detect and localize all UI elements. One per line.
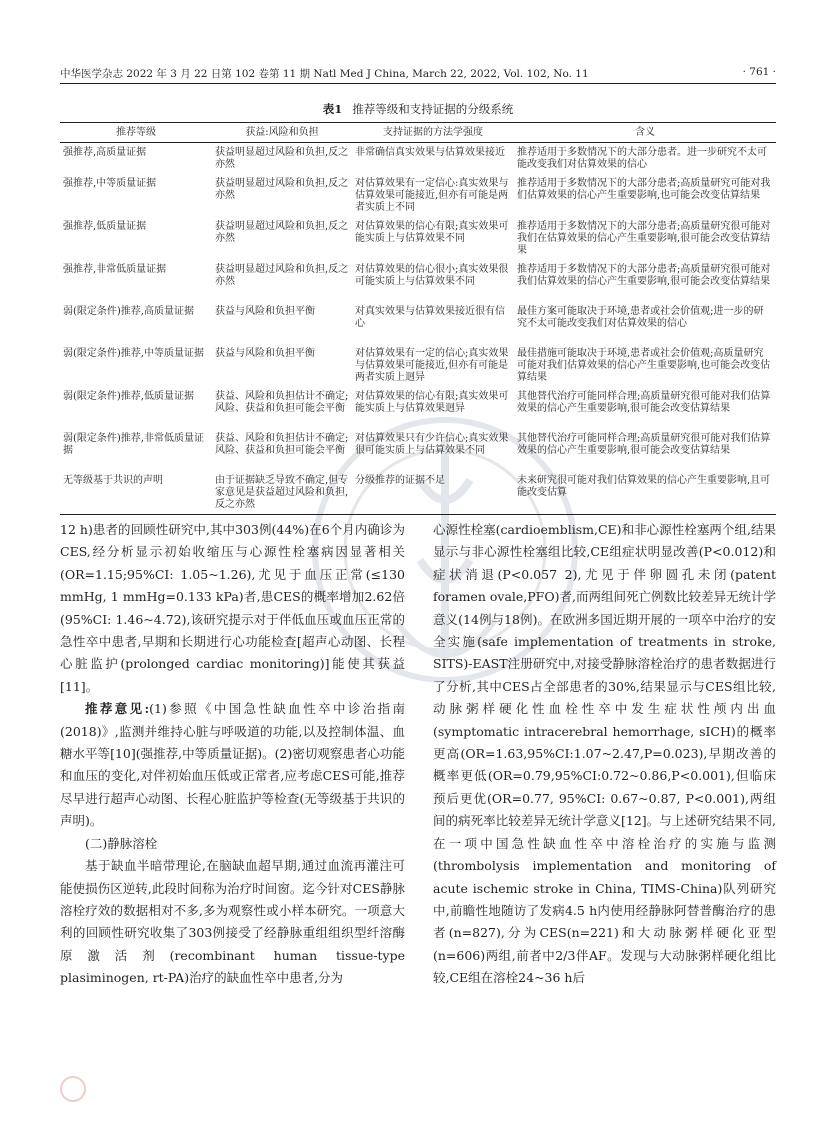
table-cell: 强推荐,非常低质量证据: [63, 264, 167, 275]
header-rule: [60, 83, 776, 84]
table-cell: 非常确信真实效果与估算效果接近: [355, 147, 505, 158]
table-header-row: [60, 123, 776, 143]
table-cell: 获益明显超过风险和负担,反之亦然: [215, 147, 349, 170]
running-header: [60, 66, 776, 82]
table-row: [60, 174, 776, 217]
table-row: [60, 429, 776, 471]
table-cell: 分级推荐的证据不足: [352, 471, 514, 515]
table-cell: 推荐适用于多数情况下的大部分患者;高质量研究很可能对我们在估算效果的信心产生重要影响,很可能会改变估算结果: [517, 221, 771, 256]
table-caption: [60, 101, 776, 117]
table-cell: 对估算效果的信心有限;真实效果可能实质上与估算效果迥异: [355, 391, 509, 414]
journal-citation: 中华医学杂志 2022 年 3 月 22 日第 102 卷第 11 期 Natl Med J China, March 22, 2022, Vol. 102, No. 11: [60, 68, 589, 80]
table-cell: 对估算效果有一定的信心;真实效果与估算效果可能接近,但亦有可能是两者实质上迥异: [355, 348, 509, 383]
table-cell: 获益与风险和负担平衡: [215, 348, 315, 359]
table-cell: 获益、风险和负担估计不确定;风险、获益和负担可能会平衡: [215, 433, 349, 456]
table-cell: 弱(限定条件)推荐,高质量证据: [63, 306, 194, 317]
column-header: 含义: [514, 123, 776, 143]
table-cell: 未来研究很可能对我们估算效果的信心产生重要影响,且可能改变估算: [514, 471, 776, 515]
grade-table: [60, 122, 776, 515]
table-row: [60, 143, 776, 175]
table-cell: 其他替代治疗可能同样合理;高质量研究很可能对我们估算效果的信心产生重要影响,很可能会改变估算结果: [517, 391, 771, 414]
column-header: 推荐等级: [60, 123, 212, 143]
table-row: [60, 471, 776, 515]
table-cell: 获益明显超过风险和负担,反之亦然: [215, 221, 349, 244]
publisher-logo: [60, 1076, 340, 1106]
table-row: [60, 302, 776, 344]
column-header: 支持证据的方法学强度: [352, 123, 514, 143]
table-cell: 获益与风险和负担平衡: [215, 306, 315, 317]
table-cell: 获益、风险和负担估计不确定;风险、获益和负担可能会平衡: [215, 391, 349, 414]
table-row: [60, 344, 776, 387]
publisher-emblem-icon: [60, 1076, 86, 1102]
page-number: · 761 ·: [742, 66, 776, 78]
table-cell: 获益明显超过风险和负担,反之亦然: [215, 178, 349, 201]
table-cell: 推荐适用于多数情况下的大部分患者。进一步研究不太可能改变我们对估算效果的信心: [517, 147, 767, 170]
table-cell: 由于证据缺乏导致不确定,但专家意见是获益超过风险和负担,反之亦然: [212, 471, 352, 515]
body-paragraph: 心源性栓塞(cardioemblism,CE)和非心源性栓塞两个组,结果显示与非心源性栓塞组比较,CE组症状明显改善(P<0.012)和症状消退(P<0.057 2),尤见于伴卵圆孔未闭(patent foramen ovale,PFO)者,而两组间死亡例数比较差异无统计学意义(14例与18例)。在欧洲多国近期开展的一项卒中治疗的安全实施(safe implementation of treatments in stroke, SITS)-EAST注册研究中,对接受静脉溶栓治疗的患者数据进行了分析,其中CES占全部患者的30%,结果显示与CES组比较,动脉粥样硬化性血栓性卒中发生症状性颅内出血(symptomatic intracerebral hemorrhage, sICH)的概率更高(OR=1.63,95%CI:1.07~2.47,P=0.023),早期改善的概率更低(OR=0.79,95%CI:0.72~0.86,P<0.001),但临床预后更优(OR=0.77, 95%CI: 0.67~0.87, P<0.001),两组间的病死率比较差异无统计学意义[12]。与上述研究结果不同,在一项中国急性缺血性卒中溶栓治疗的实施与监测(thrombolysis implementation and monitoring of acute ischemic stroke in China, TIMS-China)队列研究中,前瞻性地随访了发病4.5 h内使用经静脉阿替普酶治疗的患者(n=827),分为CES(n=221)和大动脉粥样硬化亚型(n=606)两组,前者中2/3伴AF。发现与大动脉粥样硬化组比较,CE组在溶栓24~36 h后: [433, 522, 776, 986]
table-cell: 对估算效果只有少许信心;真实效果很可能实质上与估算效果不同: [355, 433, 509, 456]
table-cell: 弱(限定条件)推荐,非常低质量证据: [63, 433, 204, 456]
table-cell: 无等级基于共识的声明: [60, 471, 212, 515]
table-cell: 对估算效果的信心有限;真实效果可能实质上与估算效果不同: [355, 221, 509, 244]
table-row: [60, 260, 776, 302]
table-cell: 推荐适用于多数情况下的大部分患者;高质量研究很可能对我们估算效果的信心产生重要影响,很可能会改变估算结果: [517, 264, 771, 287]
table-cell: 强推荐,低质量证据: [63, 221, 147, 232]
table-cell: 最佳方案可能取决于环境,患者或社会价值观;进一步的研究不太可能改变我们对估算效果的信心: [517, 306, 764, 329]
table-cell: 对真实效果与估算效果接近很有信心: [355, 306, 505, 329]
table-cell: 弱(限定条件)推荐,中等质量证据: [63, 348, 204, 359]
table-cell: 强推荐,高质量证据: [63, 147, 147, 158]
table-title: 推荐等级和支持证据的分级系统: [352, 102, 514, 116]
body-paragraph: 基于缺血半暗带理论,在脑缺血超早期,通过血流再灌注可能使损伤区逆转,此段时间称为治疗时间窗。迄今针对CES静脉溶栓疗效的数据相对不多,多为观察性或小样本研究。一项意大利的回顾性研究收集了303例接受了经静脉重组组织型纤溶酶原激活剂(recombinant human tissue-type plasiminogen, rt-PA)治疗的缺血性卒中患者,分为: [60, 858, 405, 986]
table-cell: 最佳措施可能取决于环境,患者或社会价值观;高质量研究可能对我们估算效果的信心产生重要影响,也可能会改变估算结果: [517, 348, 771, 383]
table-number: 表1: [322, 102, 343, 116]
table-row: [60, 387, 776, 429]
recommendation-text: (1)参照《中国急性缺血性卒中诊治指南(2018)》,监测并维持心脏与呼吸道的功能,以及控制体温、血糖水平等[10](强推荐,中等质量证据)。(2)密切观察患者心功能和血压的变化,对伴初始血压低或正常者,应考虑CES可能,推荐尽早进行超声心动图、长程心脏监护等检查(无等级基于共识的声明)。: [60, 701, 405, 829]
table-cell: 获益明显超过风险和负担,反之亦然: [215, 264, 349, 287]
table-cell: 其他替代治疗可能同样合理;高质量研究很可能对我们估算效果的信心产生重要影响,很可能会改变估算结果: [517, 433, 771, 456]
body-column-right: [433, 519, 776, 990]
column-header: 获益:风险和负担: [212, 123, 352, 143]
recommendation-label: 推荐意见:: [85, 701, 150, 717]
body-column-left: [60, 519, 405, 990]
section-heading: (二)静脉溶栓: [85, 835, 158, 851]
table-cell: 推荐适用于多数情况下的大部分患者;高质量研究可能对我们估算效果的信心产生重要影响,也可能会改变估算结果: [517, 178, 771, 201]
recommendation-paragraph: [60, 698, 405, 832]
table-row: [60, 217, 776, 260]
body-paragraph: 12 h)患者的回顾性研究中,其中303例(44%)在6个月内确诊为CES,经分析显示初始收缩压与心源性栓塞病因显著相关(OR=1.15;95%CI: 1.05~1.26),尤见于血压正常(≤130 mmHg, 1 mmHg=0.133 kPa)者,患CES的概率增加2.62倍(95%CI: 1.46~4.72),该研究提示对于伴低血压或血压正常的急性卒中患者,早期和长期进行心功能检查[超声心动图、长程心脏监护(prolonged cardiac monitoring)]能使其获益[11]。: [60, 522, 405, 694]
table-cell: 强推荐,中等质量证据: [63, 178, 157, 189]
table-cell: 对估算效果的信心很小;真实效果很可能实质上与估算效果不同: [355, 264, 509, 287]
table-cell: 对估算效果有一定信心:真实效果与估算效果可能接近,但亦有可能是两者实质上不同: [355, 178, 509, 213]
table-cell: 弱(限定条件)推荐,低质量证据: [63, 391, 194, 402]
